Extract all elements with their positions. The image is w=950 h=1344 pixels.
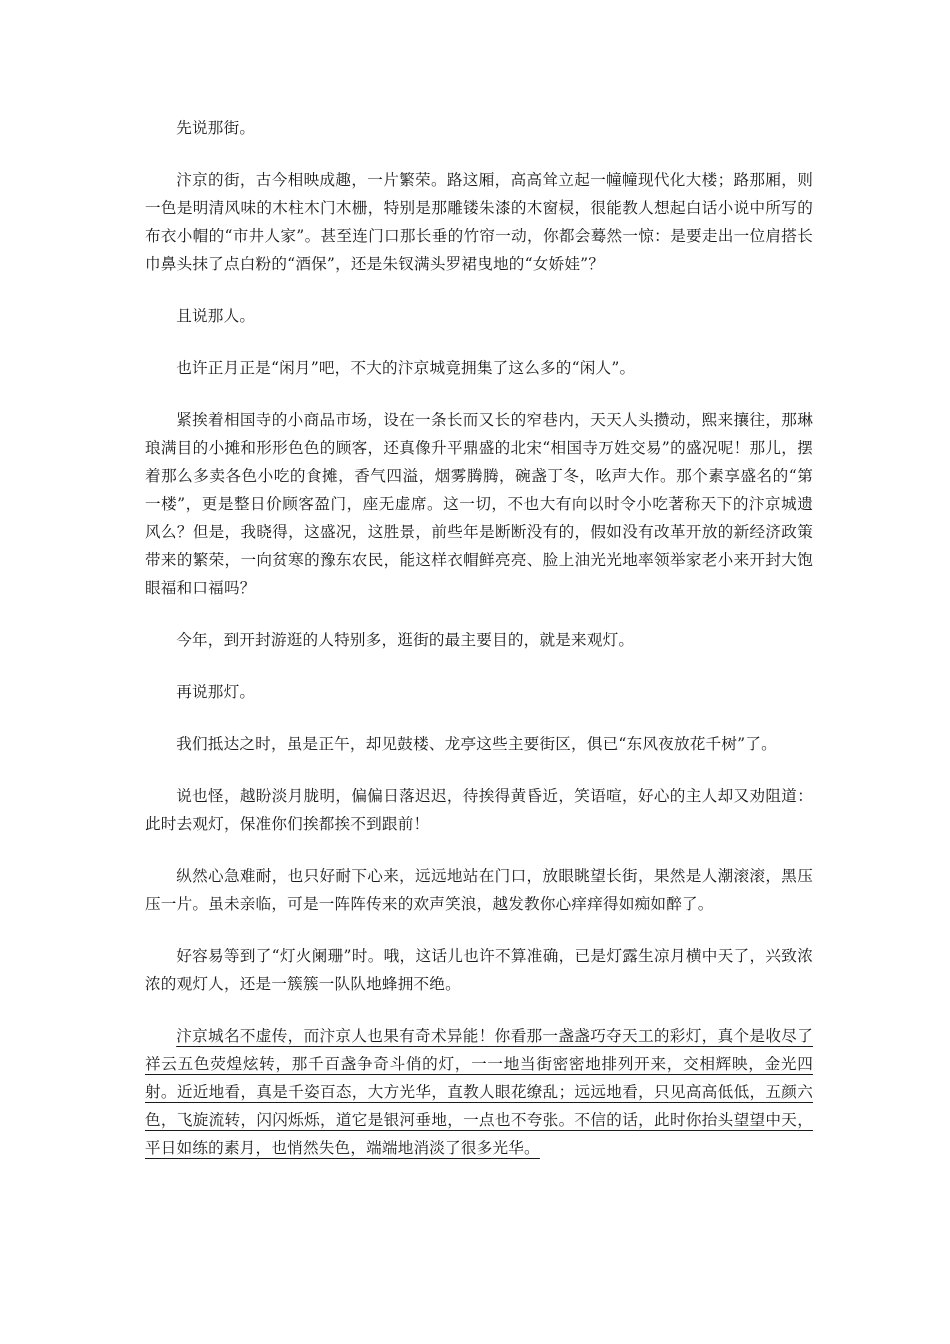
paragraph-street-description: 汴京的街，古今相映成趣，一片繁荣。路这厢，高高耸立起一幢幢现代化大楼；路那厢，则一色是明清风味的木柱木门木栅，特别是那雕镂朱漆的木窗棂，很能教人想起白话小说中所写的布衣小帽的“市井人家”。甚至连门口那长垂的竹帘一动，你都会蓦然一惊：是要走出一位肩搭长巾鼻头抹了点白粉的“酒保”，还是朱钗满头罗裙曳地的“女娇娃”？ (145, 171, 813, 273)
paragraph-arrival: 我们抵达之时，虽是正午，却见鼓楼、龙亭这些主要街区，俱已“东风夜放花千树”了。 (176, 735, 777, 753)
paragraph-market: 紧挨着相国寺的小商品市场，设在一条长而又长的窄巷内，天天人头攒动，熙来攘往，那琳琅满目的小摊和形形色色的顾客，还真像升平鼎盛的北宋“相国寺万姓交易”的盛况呢！那儿，摆着那么多卖各色小吃的食摊，香气四溢，烟雾腾腾，碗盏丁冬，吆声大作。那个素享盛名的“第一楼”，更是整日价顾客盈门，座无虚席。这一切，不也大有向以时令小吃著称天下的汴京城遗风么？但是，我晓得，这盛况，这胜景，前些年是断断没有的，假如没有改革开放的新经济政策带来的繁荣，一向贫寒的豫东农民，能这样衣帽鲜亮亮、脸上油光光地率领举家老小来开封大饱眼福和口福吗？ (145, 411, 813, 597)
paragraph-visitors: 今年，到开封游逛的人特别多，逛街的最主要目的，就是来观灯。 (176, 631, 635, 649)
paragraph-lantern-intro: 再说那灯。 (176, 683, 256, 701)
paragraph-people-intro: 且说那人。 (176, 307, 256, 325)
article-body (145, 114, 813, 1186)
paragraph-late-night: 好容易等到了“灯火阑珊”时。哦，这话儿也许不算准确，已是灯露生凉月横中天了，兴致浓浓的观灯人，还是一簇簇一队队地蜂拥不绝。 (145, 947, 813, 993)
paragraph-waiting: 说也怪，越盼淡月胧明，偏偏日落迟迟，待挨得黄昏近，笑语喧，好心的主人却又劝阻道：此时去观灯，保准你们挨都挨不到跟前！ (145, 787, 813, 833)
paragraph-lanterns-underlined: 汴京城名不虚传，而汴京人也果有奇术异能！你看那一盏盏巧夺天工的彩灯，真个是收尽了祥云五色荧煌炫转，那千百盏争奇斗俏的灯，一一地当街密密地排列开来，交相辉映，金光四射。近近地看，真是千姿百态，大方光华，直教人眼花缭乱；远远地看，只见高高低低，五颜六色，飞旋流转，闪闪烁烁，道它是银河垂地，一点也不夸张。不信的话，此时你抬头望望中天，平日如练的素月，也悄然失色，端端地消淡了很多光华。 (145, 1027, 813, 1157)
paragraph-idle-month: 也许正月正是“闲月”吧，不大的汴京城竟拥集了这么多的“闲人”。 (176, 359, 636, 377)
paragraph-crowd: 纵然心急难耐，也只好耐下心来，远远地站在门口，放眼眺望长街，果然是人潮滚滚，黑压压一片。虽未亲临，可是一阵阵传来的欢声笑浪，越发教你心痒痒得如痴如醉了。 (145, 867, 813, 913)
paragraph-street-intro: 先说那街。 (176, 119, 256, 137)
